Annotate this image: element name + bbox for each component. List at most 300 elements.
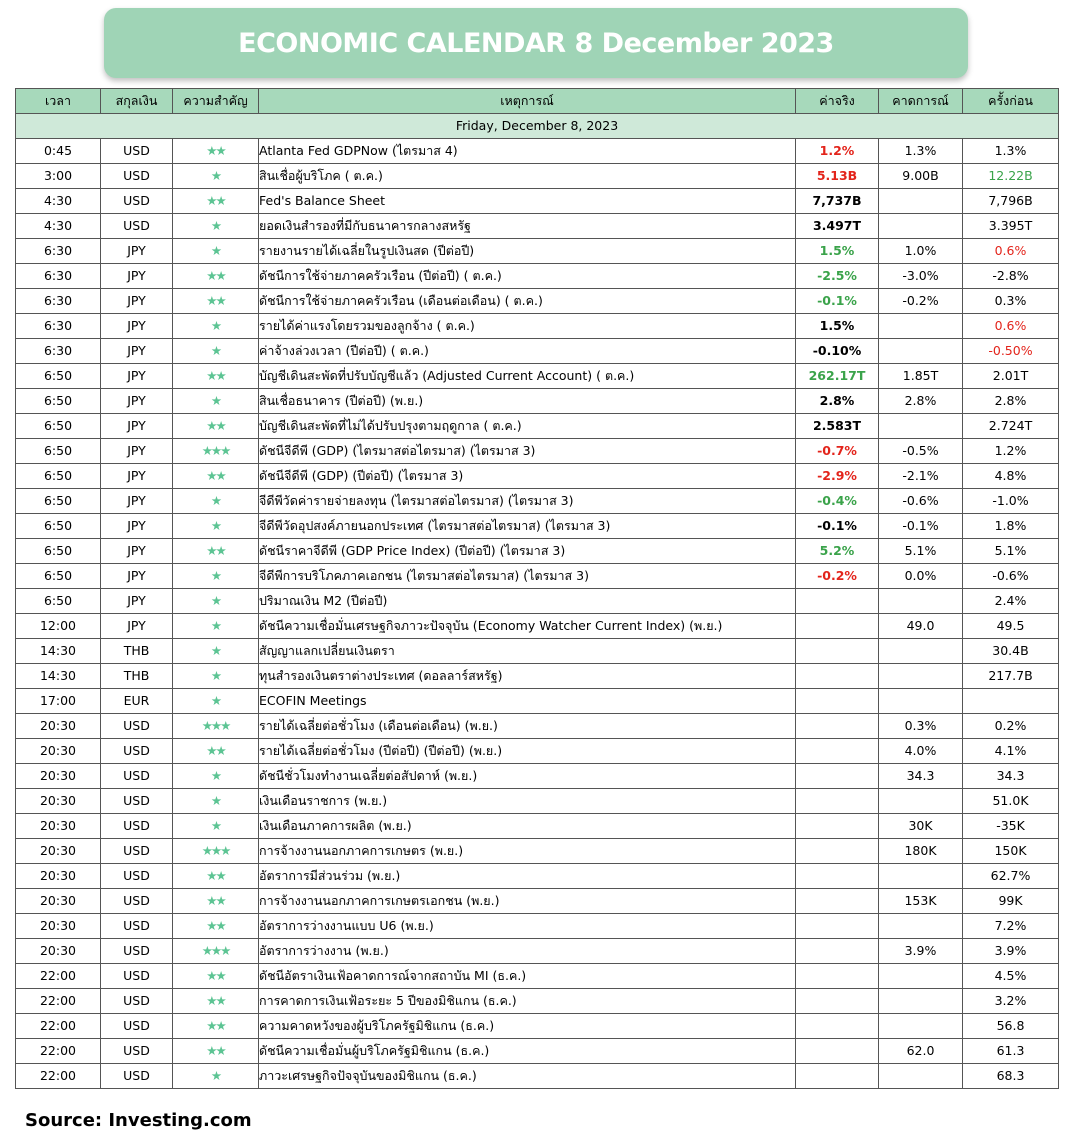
previous-cell: -1.0% xyxy=(963,489,1059,514)
table-row xyxy=(16,789,1059,814)
currency-cell: THB xyxy=(101,639,173,664)
actual-cell: 7,737B xyxy=(796,189,879,214)
source-note: Source: Investing.com xyxy=(25,1110,252,1131)
table-row xyxy=(16,239,1059,264)
previous-cell: 51.0K xyxy=(963,789,1059,814)
currency-cell: USD xyxy=(101,139,173,164)
actual-cell xyxy=(796,864,879,889)
importance-stars: ★ xyxy=(173,814,259,839)
currency-cell: THB xyxy=(101,664,173,689)
forecast-cell xyxy=(879,789,963,814)
importance-stars: ★ xyxy=(173,639,259,664)
time-cell: 20:30 xyxy=(16,739,101,764)
actual-cell: -0.1% xyxy=(796,514,879,539)
importance-stars: ★★ xyxy=(173,889,259,914)
event-cell: ความคาดหวังของผู้บริโภครัฐมิชิแกน (ธ.ค.) xyxy=(259,1014,796,1039)
event-cell: รายได้ค่าแรงโดยรวมของลูกจ้าง ( ต.ค.) xyxy=(259,314,796,339)
page-title: ECONOMIC CALENDAR 8 December 2023 xyxy=(238,27,834,59)
actual-cell xyxy=(796,614,879,639)
previous-cell: 30.4B xyxy=(963,639,1059,664)
importance-stars: ★★★ xyxy=(173,439,259,464)
forecast-cell xyxy=(879,1064,963,1089)
previous-cell: 4.8% xyxy=(963,464,1059,489)
actual-cell xyxy=(796,914,879,939)
event-cell: ดัชนีความเชื่อมั่นเศรษฐกิจภาวะปัจจุบัน (Economy Watcher Current Index) (พ.ย.) xyxy=(259,614,796,639)
importance-stars: ★★ xyxy=(173,1014,259,1039)
time-cell: 22:00 xyxy=(16,1039,101,1064)
header-previous: ครั้งก่อน xyxy=(963,89,1059,114)
previous-cell: 4.5% xyxy=(963,964,1059,989)
event-cell: บัญชีเดินสะพัดที่ไม่ได้ปรับปรุงตามฤดูกาล ( ต.ค.) xyxy=(259,414,796,439)
previous-cell: 12.22B xyxy=(963,164,1059,189)
actual-cell: -0.1% xyxy=(796,289,879,314)
previous-cell: 56.8 xyxy=(963,1014,1059,1039)
forecast-cell: 1.3% xyxy=(879,139,963,164)
actual-cell xyxy=(796,939,879,964)
forecast-cell xyxy=(879,964,963,989)
actual-cell: 1.5% xyxy=(796,239,879,264)
currency-cell: JPY xyxy=(101,389,173,414)
previous-cell: 5.1% xyxy=(963,539,1059,564)
importance-stars: ★★ xyxy=(173,464,259,489)
forecast-cell: -0.2% xyxy=(879,289,963,314)
event-cell: การจ้างงานนอกภาคการเกษตรเอกชน (พ.ย.) xyxy=(259,889,796,914)
importance-stars: ★ xyxy=(173,164,259,189)
currency-cell: JPY xyxy=(101,264,173,289)
importance-stars: ★ xyxy=(173,614,259,639)
previous-cell: 217.7B xyxy=(963,664,1059,689)
event-cell: อัตราการมีส่วนร่วม (พ.ย.) xyxy=(259,864,796,889)
previous-cell: 4.1% xyxy=(963,739,1059,764)
table-row xyxy=(16,914,1059,939)
event-cell: จีดีพีการบริโภคภาคเอกชน (ไตรมาสต่อไตรมาส) (ไตรมาส 3) xyxy=(259,564,796,589)
event-cell: สินเชื่อธนาคาร (ปีต่อปี) (พ.ย.) xyxy=(259,389,796,414)
header-actual: ค่าจริง xyxy=(796,89,879,114)
actual-cell: 2.583T xyxy=(796,414,879,439)
event-cell: ค่าจ้างล่วงเวลา (ปีต่อปี) ( ต.ค.) xyxy=(259,339,796,364)
time-cell: 20:30 xyxy=(16,889,101,914)
importance-stars: ★★★ xyxy=(173,714,259,739)
actual-cell: 1.5% xyxy=(796,314,879,339)
previous-cell: 68.3 xyxy=(963,1064,1059,1089)
currency-cell: USD xyxy=(101,1064,173,1089)
importance-stars: ★★ xyxy=(173,739,259,764)
previous-cell: 99K xyxy=(963,889,1059,914)
actual-cell xyxy=(796,964,879,989)
actual-cell xyxy=(796,714,879,739)
table-row xyxy=(16,139,1059,164)
currency-cell: USD xyxy=(101,864,173,889)
actual-cell: 2.8% xyxy=(796,389,879,414)
event-cell: อัตราการว่างงานแบบ U6 (พ.ย.) xyxy=(259,914,796,939)
forecast-cell xyxy=(879,989,963,1014)
forecast-cell: 1.0% xyxy=(879,239,963,264)
event-cell: เงินเดือนราชการ (พ.ย.) xyxy=(259,789,796,814)
previous-cell: -35K xyxy=(963,814,1059,839)
time-cell: 6:50 xyxy=(16,589,101,614)
forecast-cell xyxy=(879,189,963,214)
time-cell: 6:50 xyxy=(16,564,101,589)
event-cell: บัญชีเดินสะพัดที่ปรับบัญชีแล้ว (Adjusted Current Account) ( ต.ค.) xyxy=(259,364,796,389)
importance-stars: ★★ xyxy=(173,539,259,564)
table-row xyxy=(16,164,1059,189)
header-row xyxy=(16,89,1059,114)
previous-cell: 34.3 xyxy=(963,764,1059,789)
date-label: Friday, December 8, 2023 xyxy=(16,114,1059,139)
time-cell: 14:30 xyxy=(16,664,101,689)
forecast-cell: 9.00B xyxy=(879,164,963,189)
time-cell: 6:30 xyxy=(16,264,101,289)
actual-cell xyxy=(796,1039,879,1064)
forecast-cell xyxy=(879,639,963,664)
time-cell: 22:00 xyxy=(16,964,101,989)
table-row xyxy=(16,214,1059,239)
importance-stars: ★ xyxy=(173,489,259,514)
forecast-cell: 4.0% xyxy=(879,739,963,764)
event-cell: รายได้เฉลี่ยต่อชั่วโมง (เดือนต่อเดือน) (พ.ย.) xyxy=(259,714,796,739)
importance-stars: ★★ xyxy=(173,1039,259,1064)
actual-cell xyxy=(796,1014,879,1039)
forecast-cell xyxy=(879,689,963,714)
actual-cell xyxy=(796,689,879,714)
previous-cell: 0.6% xyxy=(963,314,1059,339)
event-cell: การคาดการเงินเฟ้อระยะ 5 ปีของมิชิแกน (ธ.ค.) xyxy=(259,989,796,1014)
previous-cell: 3.395T xyxy=(963,214,1059,239)
actual-cell xyxy=(796,789,879,814)
importance-stars: ★★ xyxy=(173,414,259,439)
currency-cell: USD xyxy=(101,164,173,189)
previous-cell: 3.2% xyxy=(963,989,1059,1014)
forecast-cell: -0.1% xyxy=(879,514,963,539)
importance-stars: ★ xyxy=(173,689,259,714)
forecast-cell xyxy=(879,214,963,239)
forecast-cell: 153K xyxy=(879,889,963,914)
previous-cell: -0.50% xyxy=(963,339,1059,364)
actual-cell: -2.5% xyxy=(796,264,879,289)
previous-cell: 2.01T xyxy=(963,364,1059,389)
time-cell: 6:30 xyxy=(16,339,101,364)
forecast-cell: 3.9% xyxy=(879,939,963,964)
table-row xyxy=(16,814,1059,839)
forecast-cell xyxy=(879,864,963,889)
time-cell: 6:50 xyxy=(16,464,101,489)
event-cell: ปริมาณเงิน M2 (ปีต่อปี) xyxy=(259,589,796,614)
forecast-cell: 180K xyxy=(879,839,963,864)
currency-cell: JPY xyxy=(101,364,173,389)
actual-cell: -0.7% xyxy=(796,439,879,464)
forecast-cell: -0.5% xyxy=(879,439,963,464)
forecast-cell: 49.0 xyxy=(879,614,963,639)
table-row xyxy=(16,1064,1059,1089)
table-row xyxy=(16,714,1059,739)
previous-cell: 1.8% xyxy=(963,514,1059,539)
forecast-cell xyxy=(879,589,963,614)
time-cell: 6:50 xyxy=(16,439,101,464)
event-cell: รายได้เฉลี่ยต่อชั่วโมง (ปีต่อปี) (ปีต่อปี) (พ.ย.) xyxy=(259,739,796,764)
currency-cell: USD xyxy=(101,714,173,739)
previous-cell: 1.2% xyxy=(963,439,1059,464)
time-cell: 6:50 xyxy=(16,364,101,389)
forecast-cell xyxy=(879,339,963,364)
forecast-cell: 0.0% xyxy=(879,564,963,589)
previous-cell: -0.6% xyxy=(963,564,1059,589)
time-cell: 14:30 xyxy=(16,639,101,664)
event-cell: ดัชนีการใช้จ่ายภาคครัวเรือน (เดือนต่อเดือน) ( ต.ค.) xyxy=(259,289,796,314)
actual-cell: 1.2% xyxy=(796,139,879,164)
table-row xyxy=(16,189,1059,214)
importance-stars: ★★★ xyxy=(173,939,259,964)
importance-stars: ★★ xyxy=(173,864,259,889)
table-row xyxy=(16,514,1059,539)
event-cell: ดัชนีจีดีพี (GDP) (ไตรมาสต่อไตรมาส) (ไตรมาส 3) xyxy=(259,439,796,464)
actual-cell: -0.4% xyxy=(796,489,879,514)
table-row xyxy=(16,689,1059,714)
importance-stars: ★ xyxy=(173,589,259,614)
time-cell: 20:30 xyxy=(16,814,101,839)
importance-stars: ★ xyxy=(173,764,259,789)
event-cell: จีดีพีวัดอุปสงค์ภายนอกประเทศ (ไตรมาสต่อไตรมาส) (ไตรมาส 3) xyxy=(259,514,796,539)
event-cell: เงินเดือนภาคการผลิต (พ.ย.) xyxy=(259,814,796,839)
importance-stars: ★ xyxy=(173,239,259,264)
forecast-cell: 34.3 xyxy=(879,764,963,789)
currency-cell: EUR xyxy=(101,689,173,714)
forecast-cell xyxy=(879,914,963,939)
table-row xyxy=(16,264,1059,289)
table-row xyxy=(16,839,1059,864)
event-cell: ดัชนีความเชื่อมั่นผู้บริโภครัฐมิชิแกน (ธ.ค.) xyxy=(259,1039,796,1064)
forecast-cell: 62.0 xyxy=(879,1039,963,1064)
table-row xyxy=(16,664,1059,689)
currency-cell: JPY xyxy=(101,539,173,564)
event-cell: รายงานรายได้เฉลี่ยในรูปเงินสด (ปีต่อปี) xyxy=(259,239,796,264)
currency-cell: JPY xyxy=(101,614,173,639)
time-cell: 20:30 xyxy=(16,714,101,739)
currency-cell: USD xyxy=(101,789,173,814)
currency-cell: USD xyxy=(101,889,173,914)
time-cell: 22:00 xyxy=(16,989,101,1014)
table-row xyxy=(16,339,1059,364)
table-row xyxy=(16,464,1059,489)
event-cell: จีดีพีวัดค่ารายจ่ายลงทุน (ไตรมาสต่อไตรมาส) (ไตรมาส 3) xyxy=(259,489,796,514)
table-row xyxy=(16,414,1059,439)
importance-stars: ★★ xyxy=(173,289,259,314)
previous-cell: 0.2% xyxy=(963,714,1059,739)
time-cell: 22:00 xyxy=(16,1014,101,1039)
currency-cell: USD xyxy=(101,764,173,789)
currency-cell: JPY xyxy=(101,289,173,314)
currency-cell: USD xyxy=(101,964,173,989)
actual-cell xyxy=(796,814,879,839)
currency-cell: JPY xyxy=(101,439,173,464)
time-cell: 20:30 xyxy=(16,764,101,789)
previous-cell: 49.5 xyxy=(963,614,1059,639)
actual-cell xyxy=(796,1064,879,1089)
forecast-cell xyxy=(879,1014,963,1039)
forecast-cell: 2.8% xyxy=(879,389,963,414)
currency-cell: USD xyxy=(101,914,173,939)
event-cell: ECOFIN Meetings xyxy=(259,689,796,714)
event-cell: ทุนสำรองเงินตราต่างประเทศ (ดอลลาร์สหรัฐ) xyxy=(259,664,796,689)
time-cell: 6:50 xyxy=(16,489,101,514)
importance-stars: ★★ xyxy=(173,139,259,164)
event-cell: สินเชื่อผู้บริโภค ( ต.ค.) xyxy=(259,164,796,189)
importance-stars: ★ xyxy=(173,214,259,239)
currency-cell: JPY xyxy=(101,239,173,264)
table-row xyxy=(16,389,1059,414)
currency-cell: JPY xyxy=(101,489,173,514)
event-cell: ยอดเงินสำรองที่มีกับธนาคารกลางสหรัฐ xyxy=(259,214,796,239)
currency-cell: USD xyxy=(101,739,173,764)
forecast-cell xyxy=(879,314,963,339)
importance-stars: ★★ xyxy=(173,364,259,389)
forecast-cell: 30K xyxy=(879,814,963,839)
actual-cell: -0.10% xyxy=(796,339,879,364)
actual-cell: -0.2% xyxy=(796,564,879,589)
forecast-cell: -2.1% xyxy=(879,464,963,489)
actual-cell: 5.2% xyxy=(796,539,879,564)
importance-stars: ★★ xyxy=(173,989,259,1014)
title-banner xyxy=(104,8,968,78)
event-cell: การจ้างงานนอกภาคการเกษตร (พ.ย.) xyxy=(259,839,796,864)
previous-cell: 62.7% xyxy=(963,864,1059,889)
time-cell: 4:30 xyxy=(16,189,101,214)
currency-cell: USD xyxy=(101,839,173,864)
forecast-cell xyxy=(879,414,963,439)
importance-stars: ★★ xyxy=(173,189,259,214)
importance-stars: ★★ xyxy=(173,264,259,289)
importance-stars: ★ xyxy=(173,514,259,539)
forecast-cell: -0.6% xyxy=(879,489,963,514)
importance-stars: ★ xyxy=(173,1064,259,1089)
time-cell: 6:30 xyxy=(16,239,101,264)
table-row xyxy=(16,889,1059,914)
actual-cell xyxy=(796,989,879,1014)
table-row xyxy=(16,289,1059,314)
header-currency: สกุลเงิน xyxy=(101,89,173,114)
previous-cell: 0.6% xyxy=(963,239,1059,264)
actual-cell xyxy=(796,764,879,789)
currency-cell: JPY xyxy=(101,589,173,614)
time-cell: 20:30 xyxy=(16,839,101,864)
importance-stars: ★★★ xyxy=(173,839,259,864)
currency-cell: USD xyxy=(101,939,173,964)
table-row xyxy=(16,639,1059,664)
importance-stars: ★★ xyxy=(173,914,259,939)
importance-stars: ★ xyxy=(173,339,259,364)
previous-cell: 3.9% xyxy=(963,939,1059,964)
currency-cell: JPY xyxy=(101,414,173,439)
header-event: เหตุการณ์ xyxy=(259,89,796,114)
importance-stars: ★★ xyxy=(173,964,259,989)
previous-cell: 7,796B xyxy=(963,189,1059,214)
event-cell: ดัชนีราคาจีดีพี (GDP Price Index) (ปีต่อปี) (ไตรมาส 3) xyxy=(259,539,796,564)
importance-stars: ★ xyxy=(173,664,259,689)
forecast-cell: 0.3% xyxy=(879,714,963,739)
time-cell: 12:00 xyxy=(16,614,101,639)
actual-cell: 3.497T xyxy=(796,214,879,239)
table-row xyxy=(16,564,1059,589)
previous-cell: 150K xyxy=(963,839,1059,864)
forecast-cell: 5.1% xyxy=(879,539,963,564)
forecast-cell: 1.85T xyxy=(879,364,963,389)
header-importance: ความสำคัญ xyxy=(173,89,259,114)
table-row xyxy=(16,764,1059,789)
table-row xyxy=(16,1039,1059,1064)
table-row xyxy=(16,589,1059,614)
time-cell: 6:30 xyxy=(16,289,101,314)
actual-cell xyxy=(796,839,879,864)
currency-cell: USD xyxy=(101,1039,173,1064)
time-cell: 4:30 xyxy=(16,214,101,239)
currency-cell: JPY xyxy=(101,314,173,339)
previous-cell: -2.8% xyxy=(963,264,1059,289)
table-row xyxy=(16,439,1059,464)
event-cell: Fed's Balance Sheet xyxy=(259,189,796,214)
time-cell: 20:30 xyxy=(16,789,101,814)
currency-cell: USD xyxy=(101,989,173,1014)
event-cell: ดัชนีการใช้จ่ายภาคครัวเรือน (ปีต่อปี) ( ต.ค.) xyxy=(259,264,796,289)
time-cell: 0:45 xyxy=(16,139,101,164)
time-cell: 20:30 xyxy=(16,914,101,939)
forecast-cell xyxy=(879,664,963,689)
importance-stars: ★ xyxy=(173,564,259,589)
table-row xyxy=(16,1014,1059,1039)
table-row xyxy=(16,864,1059,889)
table-row xyxy=(16,364,1059,389)
importance-stars: ★ xyxy=(173,389,259,414)
previous-cell: 1.3% xyxy=(963,139,1059,164)
previous-cell: 2.4% xyxy=(963,589,1059,614)
actual-cell xyxy=(796,889,879,914)
date-row xyxy=(16,114,1059,139)
previous-cell: 61.3 xyxy=(963,1039,1059,1064)
previous-cell xyxy=(963,689,1059,714)
actual-cell xyxy=(796,639,879,664)
event-cell: ดัชนีชั่วโมงทำงานเฉลี่ยต่อสัปดาห์ (พ.ย.) xyxy=(259,764,796,789)
table-row xyxy=(16,964,1059,989)
event-cell: สัญญาแลกเปลี่ยนเงินตรา xyxy=(259,639,796,664)
event-cell: ดัชนีอัตราเงินเฟ้อคาดการณ์จากสถาบัน MI (ธ.ค.) xyxy=(259,964,796,989)
currency-cell: JPY xyxy=(101,514,173,539)
table-row xyxy=(16,539,1059,564)
event-cell: Atlanta Fed GDPNow (ไตรมาส 4) xyxy=(259,139,796,164)
table-row xyxy=(16,614,1059,639)
event-cell: อัตราการว่างงาน (พ.ย.) xyxy=(259,939,796,964)
time-cell: 6:50 xyxy=(16,514,101,539)
time-cell: 6:50 xyxy=(16,539,101,564)
currency-cell: JPY xyxy=(101,464,173,489)
table-row xyxy=(16,739,1059,764)
header-forecast: คาดการณ์ xyxy=(879,89,963,114)
time-cell: 6:50 xyxy=(16,414,101,439)
economic-calendar-table xyxy=(15,88,1059,1089)
importance-stars: ★ xyxy=(173,789,259,814)
time-cell: 20:30 xyxy=(16,939,101,964)
table-row xyxy=(16,939,1059,964)
forecast-cell: -3.0% xyxy=(879,264,963,289)
actual-cell: 5.13B xyxy=(796,164,879,189)
actual-cell: 262.17T xyxy=(796,364,879,389)
currency-cell: USD xyxy=(101,814,173,839)
event-cell: ภาวะเศรษฐกิจปัจจุบันของมิชิแกน (ธ.ค.) xyxy=(259,1064,796,1089)
time-cell: 17:00 xyxy=(16,689,101,714)
time-cell: 22:00 xyxy=(16,1064,101,1089)
actual-cell: -2.9% xyxy=(796,464,879,489)
time-cell: 3:00 xyxy=(16,164,101,189)
currency-cell: USD xyxy=(101,1014,173,1039)
currency-cell: JPY xyxy=(101,564,173,589)
table-row xyxy=(16,989,1059,1014)
